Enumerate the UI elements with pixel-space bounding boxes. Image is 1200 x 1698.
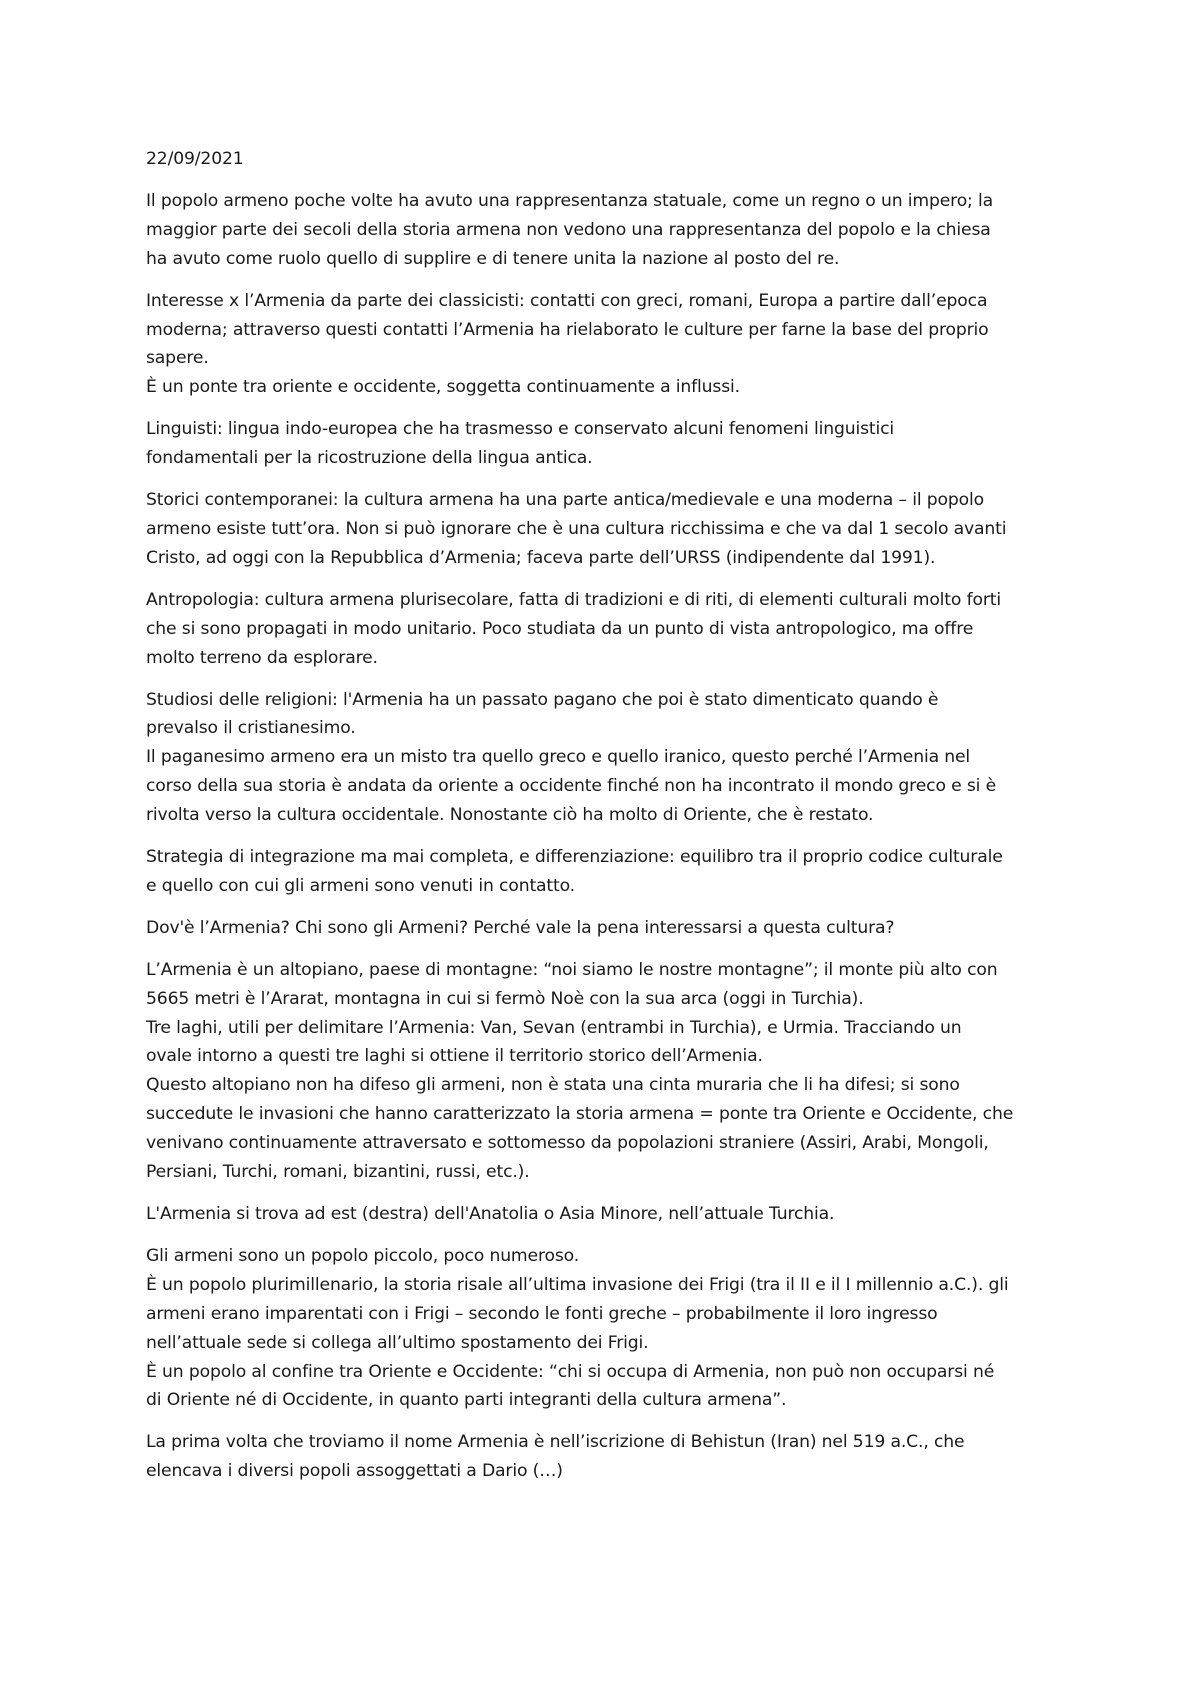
text-line: molto terreno da esplorare. (146, 647, 378, 668)
paragraph (146, 1200, 1061, 1229)
text-line: La prima volta che troviamo il nome Armenia è nell’iscrizione di Behistun (Iran) nel 519 a.C., che (146, 1432, 965, 1453)
text-line: che si sono propagati in modo unitario. Poco studiata da un punto di vista antropologico, ma offre (146, 618, 974, 639)
paragraph (146, 187, 1061, 274)
text-line: nell’attuale sede si collega all’ultimo spostamento dei Frigi. (146, 1332, 649, 1353)
text-line: L’Armenia è un altopiano, paese di montagne: “noi siamo le nostre montagne”; il monte più alto con (146, 959, 998, 980)
paragraph (146, 586, 1061, 673)
paragraph (146, 1428, 1061, 1486)
paragraph (146, 486, 1061, 573)
paragraph (146, 956, 1061, 1187)
text-line: sapere. (146, 348, 209, 369)
text-line: elencava i diversi popoli assoggettati a Dario (…) (146, 1461, 563, 1482)
text-line: e quello con cui gli armeni sono venuti in contatto. (146, 875, 575, 896)
text-line: È un popolo plurimillenario, la storia risale all’ultima invasione dei Frigi (tra il II e il I millennio a.C.). gli (146, 1274, 1009, 1295)
text-line: Strategia di integrazione ma mai completa, e differenziazione: equilibro tra il proprio codice culturale (146, 847, 1003, 868)
document-date: 22/09/2021 (146, 149, 244, 169)
text-line: succedute le invasioni che hanno caratterizzato la storia armena = ponte tra Oriente e Occidente, che (146, 1104, 1014, 1125)
text-line: armeni erano imparentati con i Frigi – secondo le fonti greche – probabilmente il loro ingresso (146, 1303, 938, 1324)
paragraph (146, 1242, 1061, 1415)
text-line: rivolta verso la cultura occidentale. Nonostante ciò ha molto di Oriente, che è restato. (146, 805, 874, 826)
text-line: 5665 metri è l’Ararat, montagna in cui si fermò Noè con la sua arca (oggi in Turchia). (146, 988, 864, 1009)
paragraph (146, 287, 1061, 403)
text-line: fondamentali per la ricostruzione della lingua antica. (146, 448, 593, 469)
text-line: Studiosi delle religioni: l'Armenia ha un passato pagano che poi è stato dimenticato quando è (146, 689, 939, 710)
text-line: L'Armenia si trova ad est (destra) dell'Anatolia o Asia Minore, nell’attuale Turchia. (146, 1204, 835, 1224)
text-line: Cristo, ad oggi con la Repubblica d’Armenia; faceva parte dell’URSS (indipendente dal 1991). (146, 547, 936, 568)
paragraph (146, 843, 1061, 901)
text-line: venivano continuamente attraversato e sottomesso da popolazioni straniere (Assiri, Arabi, Mongoli, (146, 1133, 989, 1154)
text-line: Questo altopiano non ha difeso gli armeni, non è stata una cinta muraria che li ha difesi; si sono (146, 1075, 960, 1096)
text-line: corso della sua storia è andata da oriente a occidente finché non ha incontrato il mondo greco e si è (146, 776, 997, 797)
text-line: prevalso il cristianesimo. (146, 718, 356, 739)
text-line: Antropologia: cultura armena plurisecolare, fatta di tradizioni e di riti, di elementi culturali molto forti (146, 589, 1001, 610)
text-line: Gli armeni sono un popolo piccolo, poco numeroso. (146, 1245, 580, 1266)
text-line: È un popolo al confine tra Oriente e Occidente: “chi si occupa di Armenia, non può non occuparsi né (146, 1361, 995, 1382)
paragraph (146, 415, 1061, 473)
paragraph (146, 686, 1061, 831)
text-line: armeno esiste tutt’ora. Non si può ignorare che è una cultura ricchissima e che va dal 1 secolo avanti (146, 518, 1007, 539)
text-line: moderna; attraverso questi contatti l’Armenia ha rielaborato le culture per farne la base del proprio (146, 319, 989, 340)
text-line: Il paganesimo armeno era un misto tra quello greco e quello iranico, questo perché l’Armenia nel (146, 747, 971, 768)
text-line: Dov'è l’Armenia? Chi sono gli Armeni? Perché vale la pena interessarsi a questa cultura? (146, 917, 895, 938)
paragraph (146, 914, 1061, 943)
text-line: maggior parte dei secoli della storia armena non vedono una rappresentanza del popolo e la chiesa (146, 219, 991, 240)
text-line: Storici contemporanei: la cultura armena ha una parte antica/medievale e una moderna – il popolo (146, 490, 985, 511)
text-line: di Oriente né di Occidente, in quanto parti integranti della cultura armena”. (146, 1390, 787, 1411)
document-body (146, 145, 1061, 1499)
text-line: Interesse x l’Armenia da parte dei classicisti: contatti con greci, romani, Europa a partire dall’epoca (146, 290, 988, 311)
text-line: Persiani, Turchi, romani, bizantini, russi, etc.). (146, 1162, 530, 1183)
text-line: Tre laghi, utili per delimitare l’Armenia: Van, Sevan (entrambi in Turchia), e Urmia. Tracciando un (146, 1017, 962, 1038)
text-line: ha avuto come ruolo quello di supplire e di tenere unita la nazione al posto del re. (146, 248, 840, 269)
text-line: È un ponte tra oriente e occidente, soggetta continuamente a influssi. (146, 377, 740, 398)
text-line: Il popolo armeno poche volte ha avuto una rappresentanza statuale, come un regno o un impero; la (146, 190, 994, 211)
text-line: ovale intorno a questi tre laghi si ottiene il territorio storico dell’Armenia. (146, 1046, 763, 1067)
text-line: Linguisti: lingua indo-europea che ha trasmesso e conservato alcuni fenomeni linguistici (146, 419, 895, 440)
